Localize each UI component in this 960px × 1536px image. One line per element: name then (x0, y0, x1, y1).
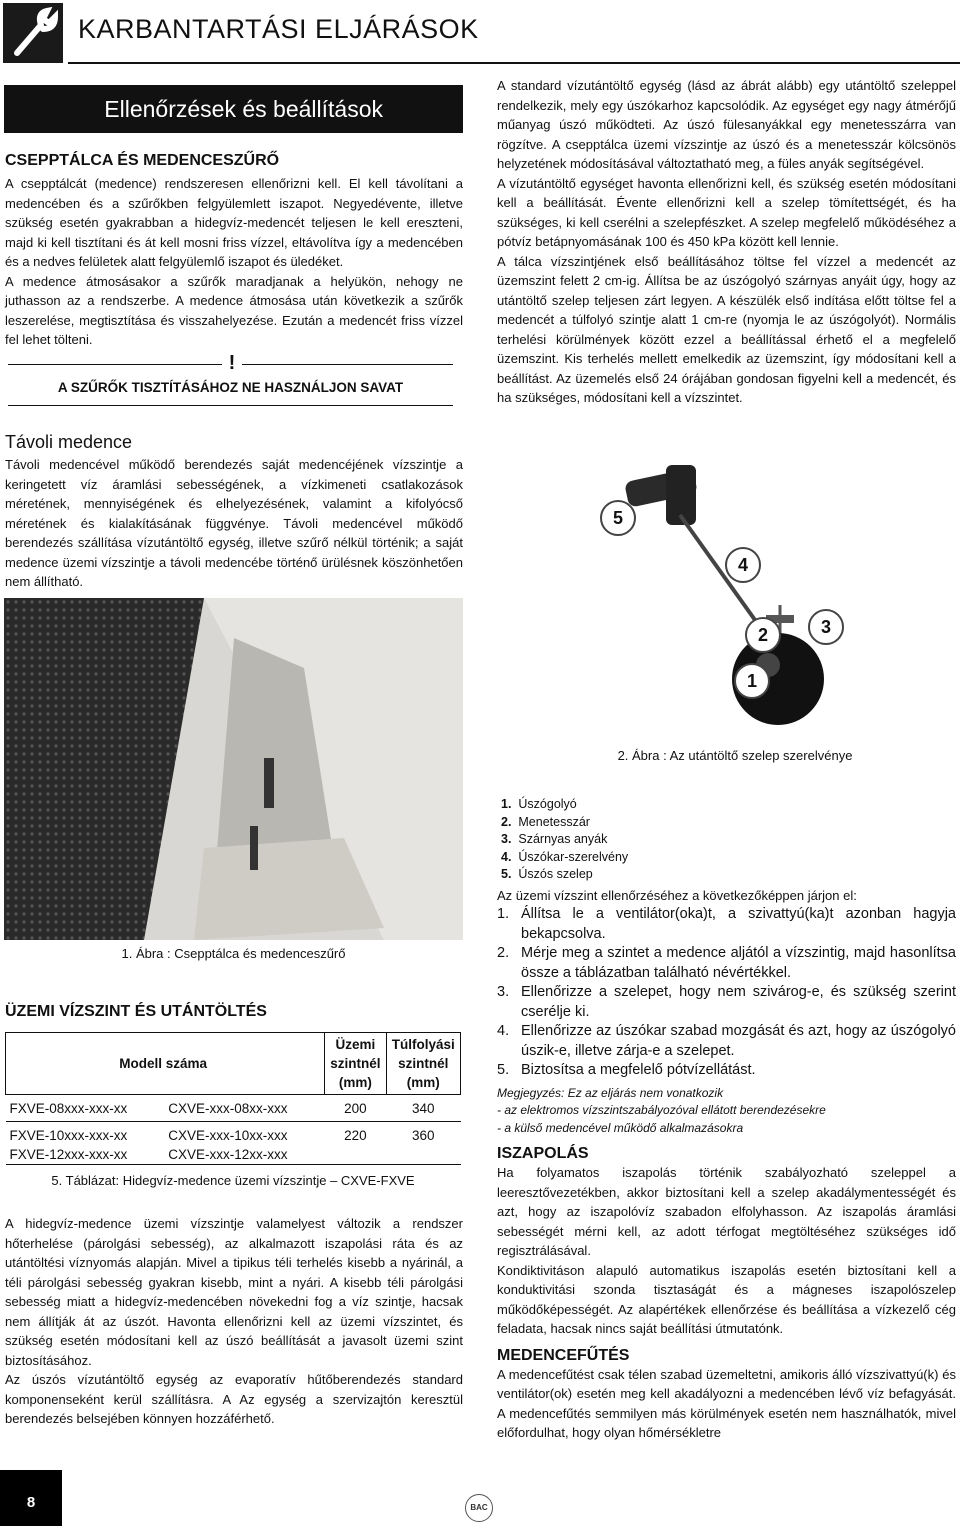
paragraph: Az üzemi vízszint ellenőrzéséhez a következőképpen járjon el: (497, 887, 857, 903)
paragraph: A standard vízutántöltő egység (lásd az ábrát alább) egy utántöltő szeleppel rendelkezik, mely egy úszókarhoz kapcsolódik. Az egységet egy nagy átmérőjű műanyag úszó működteti. Az úszó fülesanyákkal egy menetesszárra van rögzítve. A csepptálca üzemi vízszintje az úszó és a menetesszár kölcsönös helyzetének módosításával változtatható meg, a füles anyák segítségével. (497, 78, 956, 171)
section-title-bleed: ISZAPOLÁS (497, 1145, 589, 1163)
figure-1-caption: 1. Ábra : Csepptálca és medenceszűrő (121, 946, 346, 961)
header-rule (68, 62, 960, 64)
warning-rule-bottom (8, 405, 453, 406)
makeup-valve-drawing (590, 455, 870, 735)
list-item: Biztosítsa a megfelelő pótvízellátást. (521, 1062, 756, 1079)
table-row: FXVE-10xxx-xxx-xx CXVE-xxx-10xx-xxx 220 360 (9, 1128, 435, 1143)
table-header-operating: Üzemi szintnél (mm) (325, 1033, 386, 1095)
callout-2: 2 (745, 617, 781, 653)
callout-1: 1 (734, 663, 770, 699)
table-header-model: Modell száma (6, 1033, 325, 1095)
table-row: FXVE-08xxx-xxx-xx CXVE-xxx-08xx-xxx 200 340 (6, 1095, 461, 1122)
right-column-top (497, 76, 956, 408)
page-header-title: KARBANTARTÁSI ELJÁRÁSOK (78, 14, 479, 44)
list-item: Ellenőrizze a szelepet, hogy nem szivárog-e, és szükség szerint cserélje ki. (521, 984, 956, 1020)
list-item: Úszógolyó (518, 797, 577, 811)
table-row: FXVE-12xxx-xxx-xx CXVE-xxx-12xx-xxx (6, 1145, 461, 1165)
parts-list: 1. Úszógolyó 2. Menetesszár 3. Szárnyas anyák 4. Úszókar-szerelvény 5. Úszós szelep (501, 797, 629, 882)
section-banner: Ellenőrzések és beállítások (4, 85, 463, 133)
callout-4: 4 (725, 547, 761, 583)
page-number: 8 (0, 1470, 62, 1526)
paragraph: A medencefűtést csak télen szabad üzemeltetni, amikoris álló vízszivattyú(k) és ventilátor(ok) esetén meg kell akadályozni a medencében lévő víz befagyását. A medencefűtés semmilyen más körülmények esetén nem használhatók, mivel előfordulhat, hogy olyan hőmérsékletre (497, 1366, 956, 1441)
right-column-bottom (497, 796, 956, 1443)
callout-5: 5 (600, 500, 636, 536)
wrench-icon (3, 3, 63, 63)
list-item: Szárnyas anyák (518, 832, 608, 847)
left-column (5, 152, 463, 350)
section-title-water-level: ÜZEMI VÍZSZINT ÉS UTÁNTÖLTÉS (5, 1003, 267, 1020)
section-title-basin-heating: MEDENCEFŰTÉS (497, 1346, 630, 1364)
bac-logo: BAC (465, 1494, 493, 1522)
list-item: Állítsa le a ventilátor(oka)t, a szivattyú(ka)t azonban hagyja bekapcsolva. (521, 906, 956, 942)
paragraph: A tálca vízszintjének első beállításához töltse fel vízzel a medencét az üzemszint felett 2 cm-ig. Állítsa be az úszógolyó szárnyas anyáit úgy, hogy az utántöltő szelep teljesen zárt legyen. A készülék első indítása előtt töltse fel a medencét a túlfolyó szintje alatt 1 cm-re (nyomja le az úszógolyót). Normális terhelési körülmények között ezzel a beállítással érhető el a megfelelő üzemszint. Kis terhelés mellett emelkedik az üzemszint, így módosítani kell a beállítást. Az üzemelés első 24 órájában gondosan figyelni kell a medencét, és ha szükséges, módosítani kell a vízszintet. (497, 253, 956, 405)
drip-tray-photo (4, 598, 463, 940)
paragraph: A medence átmosásakor a szűrők maradjanak a helyükön, nehogy ne juthasson az a rendszerbe. A medence átmosása után következik a szűrők leszerelése, megtisztítása és visszahelyezése. Ezután a medencét friss vízzel fel lehet tölteni. (5, 273, 463, 347)
list-item: Úszókar-szerelvény (518, 849, 629, 864)
paragraph: A csepptálcát (medence) rendszeresen ellenőrizni kell. El kell távolítani a medencében és a szűrőkben felgyülemlett iszapot. Negyedévente, illetve szükség esetén gyakrabban a hidegvíz-medencét teljesen le kell ereszteni, majd ki kell tisztítani és át kell mosni friss vízzel, eltávolítva így a medencében és a nedves felületek alatt felgyülemlő iszapot és üledéket. (5, 176, 463, 269)
note: Megjegyzés: Ez az eljárás nem vonatkozik - az elektromos vízszintszabályozóval ellátott berendezésekre - a külső medencével működő alkalmazásokra (497, 1085, 826, 1135)
warning-text: A SZŰRŐK TISZTÍTÁSÁHOZ NE HASZNÁLJON SAVAT (57, 380, 404, 395)
section-title-drip-tray: CSEPPTÁLCA ÉS MEDENCESZŰRŐ (5, 152, 280, 169)
figure-2-caption: 2. Ábra : Az utántöltő szelep szerelvénye (617, 748, 853, 763)
list-item: Úszós szelep (518, 867, 593, 882)
paragraph: Kondiktivitáson alapuló automatikus iszapolás esetén biztosítani kell a konduktivitási szonda tisztaságát és a mágneses iszapolószelep működőképességét. Az alapértékek ellenőrzése és beállítása a vízkezelő cég feladata, hacsak nincs saját beállítási útmutatónk. (497, 1262, 956, 1337)
section-title-remote-sump: Távoli medence (5, 432, 133, 452)
paragraph: A vízutántöltő egységet havonta ellenőrizni kell, és szükség esetén módosítani kell a beállítását. Évente ellenőrizni kell a szelep tömítettségét, és ha szükséges, ki kell cserélni a szelepfészket. A szelep megfelelő működéséhez a pótvíz betápnyomásának 100 és 450 kPa között kell lennie. (497, 175, 956, 249)
warning-icon: ! (222, 352, 242, 375)
water-level-text (5, 1214, 463, 1429)
paragraph: Ha folyamatos iszapolás történik szabályozható szeleppel a leeresztővezetékben, akkor biztosítani kell a szelep akadálymentességét és azt, hogy az iszapolóvíz szabadon elfolyhasson. Az iszapolás áramlási sebességét mérni kell, az adott térfogat megtöltéséhez szükséges idő regisztrálásával. (497, 1165, 956, 1259)
callout-3: 3 (808, 609, 844, 645)
list-item: Menetesszár (518, 814, 590, 829)
paragraph: Az úszós vízutántöltő egység az evaporatív hűtőberendezés standard komponenseként kerül szállításra. A Az egység a szervizajtón keresztül berendezés belsejében könnyen hozzáférhető. (5, 1372, 463, 1426)
list-item: Mérje meg a szintet a medence aljától a vízszintig, majd hasonlítsa össze a táblázatban található névértékkel. (521, 945, 956, 981)
remote-sump-section (5, 432, 463, 592)
steps-list: 1. Állítsa le a ventilátor(oka)t, a szivattyú(ka)t azonban hagyja bekapcsolva. 2. Mérje meg a szintet a medence aljától a vízszintig, majd hasonlítsa össze a táblázatban található névértékkel. 3. Ellenőrizze a szelepet, hogy nem szivárog-e, és szükség szerint cserélje ki. 4. Ellenőrizze az úszókar szabad mozgását és azt, hogy az úszógolyó úszik-e, illetve zárja-e a szelepet. 5. Biztosítsa a megfelelő pótvízellátást. (497, 905, 956, 1081)
paragraph: A hidegvíz-medence üzemi vízszintje valamelyest változik a rendszer hőterhelése (párolgási sebesség), az alkalmazott iszapolási ráta és az utántöltési víznyomás alapján. Mivel a tipikus téli terhelés kisebb a nyárinál, a téli párolgási sebesség gyakran kisebb, mint a nyári. A kisebb téli párolgási sebesség miatt a hidegvíz-medencében növekedni fog a víz szintje, hacsak nem állítják át az úszót. Havonta ellenőrizni kell az üzemi vízszintet, és szükség esetén módosítani kell az úszó beállítását a javasolt üzemi szint biztosításához. (5, 1216, 463, 1368)
list-item: Ellenőrizze az úszókar szabad mozgását és azt, hogy az úszógolyó úszik-e, illetve zárja-e a szelepet. (521, 1023, 956, 1059)
table-caption: 5. Táblázat: Hidegvíz-medence üzemi vízszintje – CXVE-FXVE (51, 1173, 415, 1188)
paragraph: Távoli medencével működő berendezés saját medencéjének vízszintje a keringetett víz áramlási sebességének, a vízkimeneti csatlakozások méretének, mennyiségének és elhelyezésének, valamint a kifolyócső méretének és kialakításának függvénye. Távoli medencével működő berendezés szállítása vízutántöltő egység, illetve szűrő nélkül történik; a saját medence üzemi vízszintje a távoli medencébe történő ürülésnek köszönhetően nem állítható. (5, 457, 463, 589)
water-level-table (5, 1032, 461, 1188)
table-header-overflow: Túlfolyási szintnél (mm) (386, 1033, 460, 1095)
